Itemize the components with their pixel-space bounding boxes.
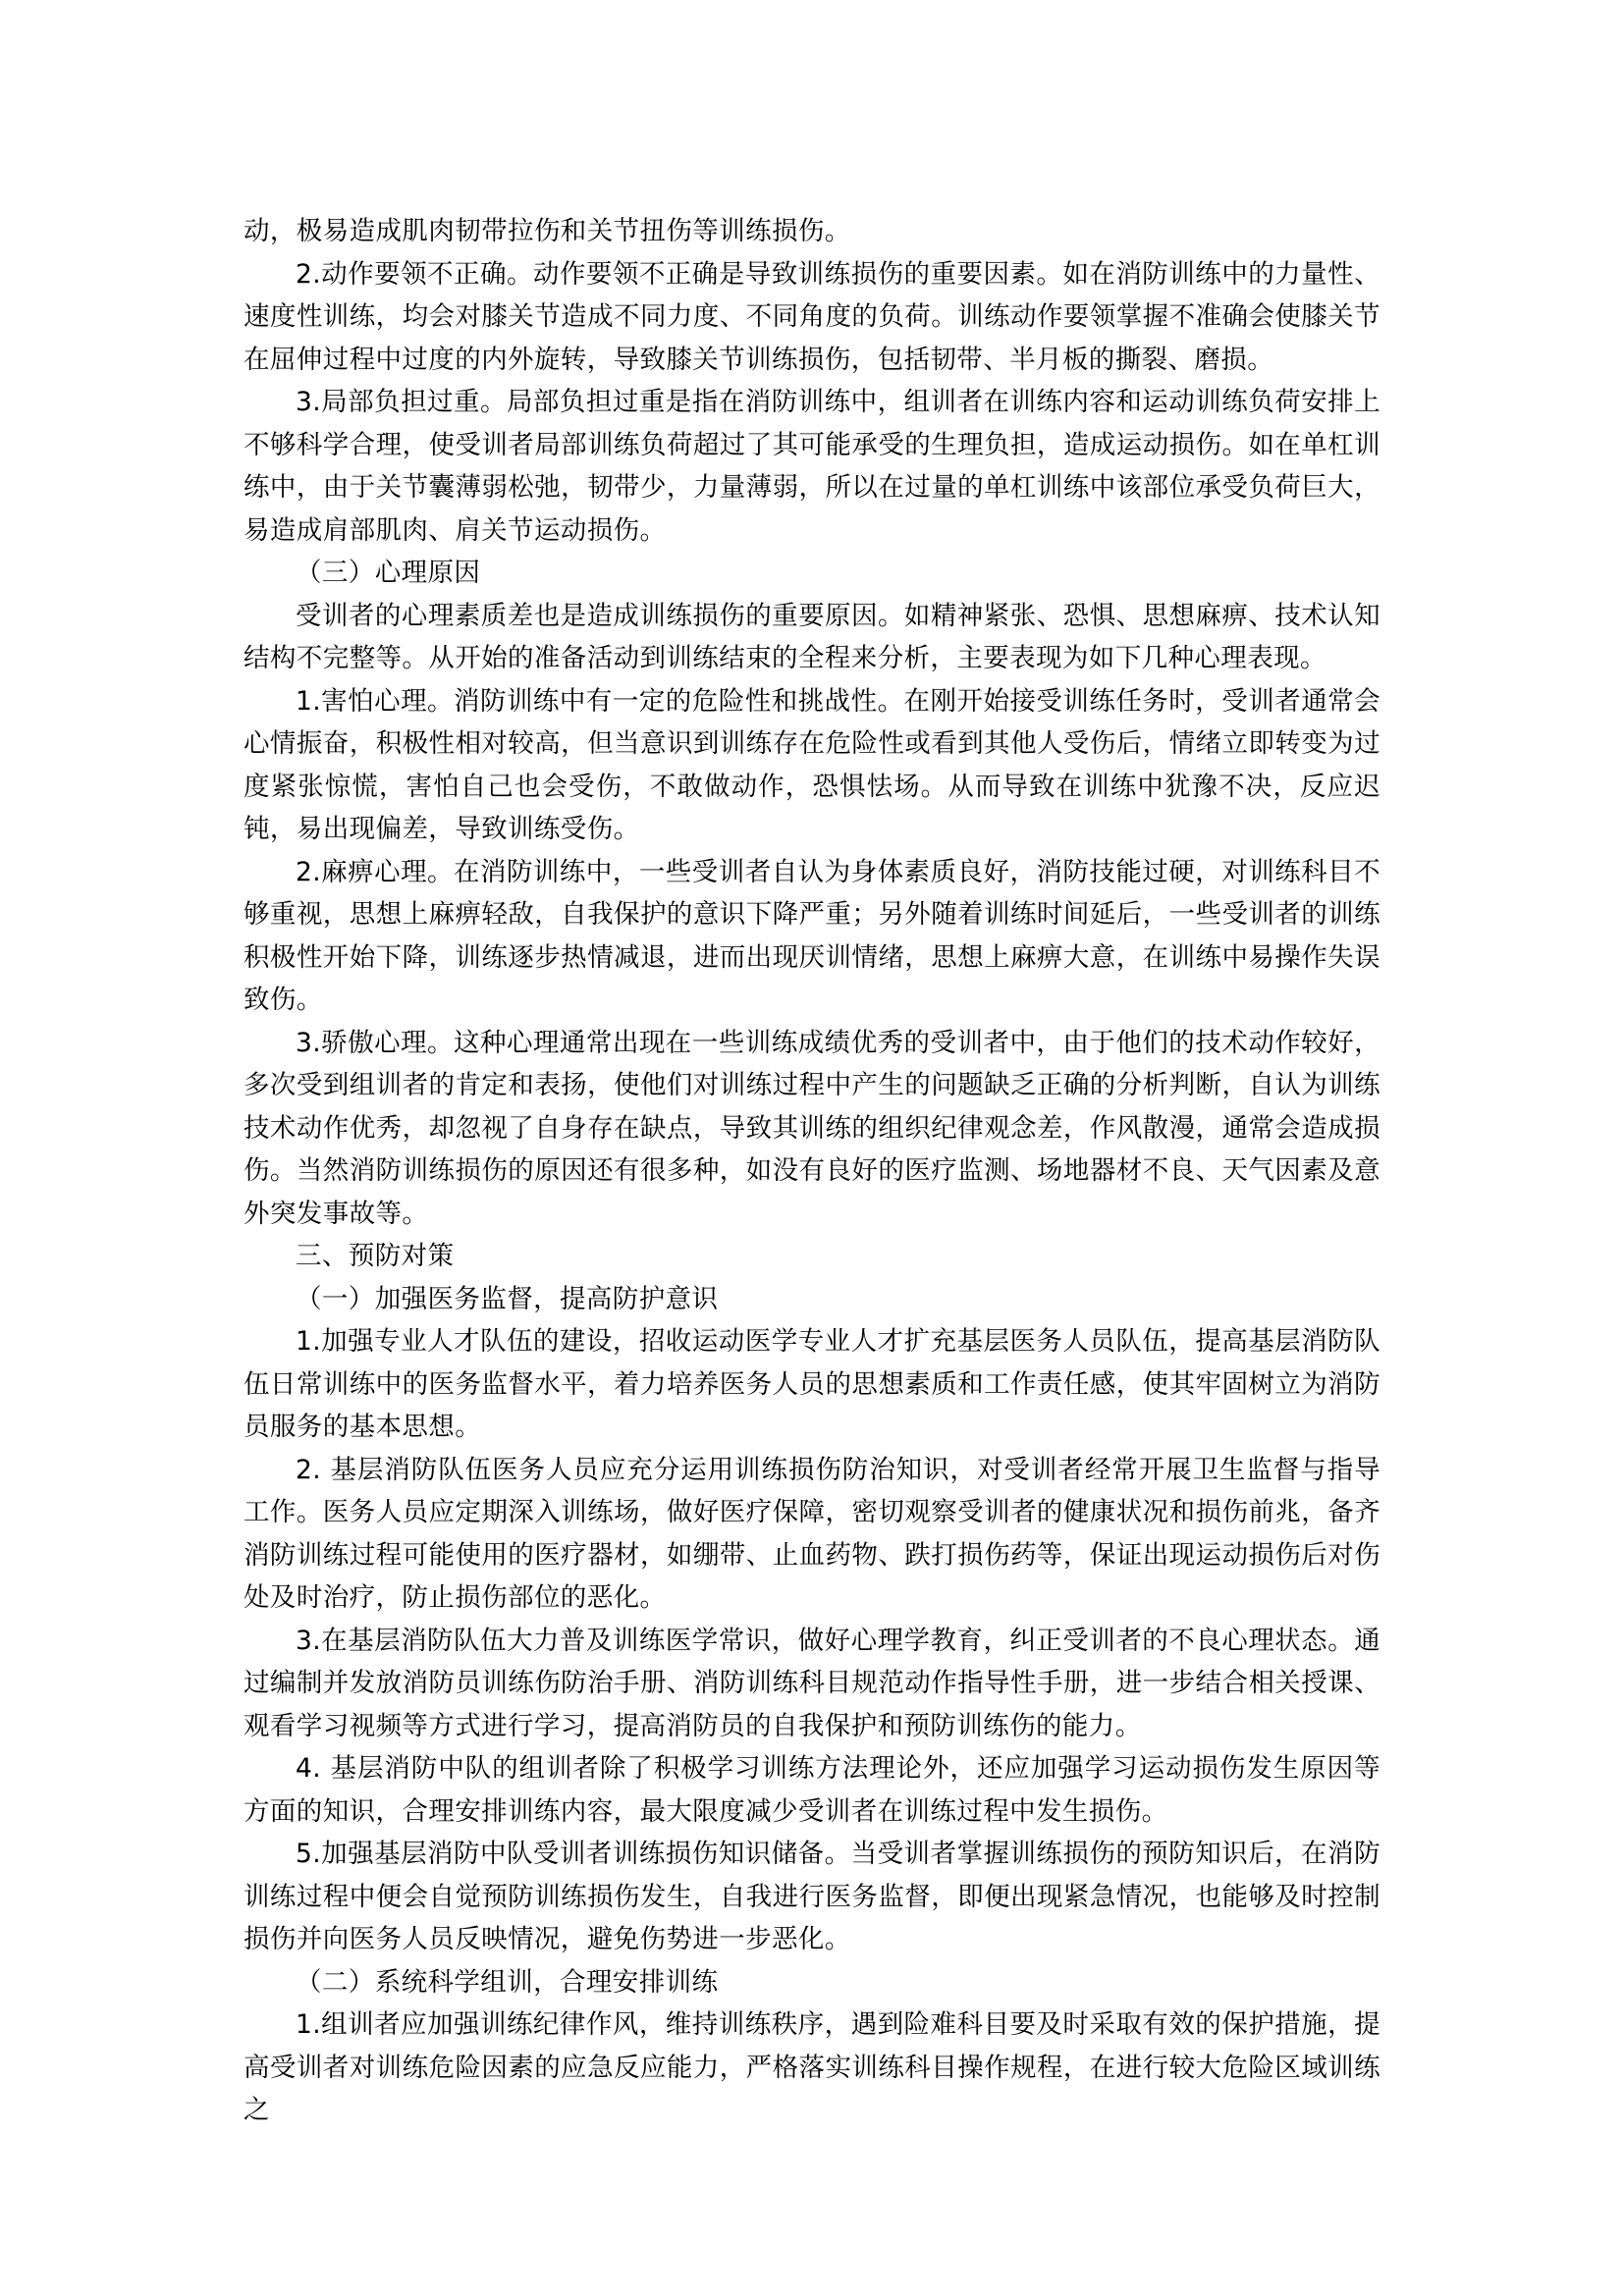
paragraph: 1.加强专业人才队伍的建设，招收运动医学专业人才扩充基层医务人员队伍，提高基层消防队伍日常训练中的医务监督水平，着力培养医务人员的思想素质和工作责任感，使其牢固树立为消防员服务的基本思想。 — [244, 1326, 1380, 1442]
paragraph: 3.骄傲心理。这种心理通常出现在一些训练成绩优秀的受训者中，由于他们的技术动作较好，多次受到组训者的肯定和表扬，使他们对训练过程中产生的问题缺乏正确的分析判断，自认为训练技术动作优秀，却忽视了自身存在缺点，导致其训练的组织纪律观念差，作风散漫，通常会造成损伤。当然消防训练损伤的原因还有很多种，如没有良好的医疗监测、场地器材不良、天气因素及意外突发事故等。 — [244, 1027, 1380, 1229]
section-heading: 三、预防对策 — [296, 1241, 455, 1271]
paragraph: 2.动作要领不正确。动作要领不正确是导致训练损伤的重要因素。如在消防训练中的力量性、速度性训练，均会对膝关节造成不同力度、不同角度的负荷。训练动作要领掌握不准确会使膝关节在屈伸过程中过度的内外旋转，导致膝关节训练损伤，包括韧带、半月板的撕裂、磨损。 — [244, 258, 1380, 375]
section-heading: （二）系统科学组训，合理安排训练 — [296, 1966, 719, 1998]
paragraph: 3.在基层消防队伍大力普及训练医学常识，做好心理学教育，纠正受训者的不良心理状态。通过编制并发放消防员训练伤防治手册、消防训练科目规范动作指导性手册，进一步结合相关授课、观看学习视频等方式进行学习，提高消防员的自我保护和预防训练伤的能力。 — [244, 1625, 1380, 1741]
section-heading: （一）加强医务监督，提高防护意识 — [296, 1283, 719, 1314]
paragraph: 动，极易造成肌肉韧带拉伤和关节扭伤等训练损伤。 — [244, 216, 851, 246]
paragraph: 5.加强基层消防中队受训者训练损伤知识储备。当受训者掌握训练损伤的预防知识后，在消防训练过程中便会自觉预防训练损伤发生，自我进行医务监督，即便出现紧急情况，也能够及时控制损伤并向医务人员反映情况，避免伤势进一步恶化。 — [244, 1839, 1380, 1954]
paragraph: 受训者的心理素质差也是造成训练损伤的重要原因。如精神紧张、恐惧、思想麻痹、技术认知结构不完整等。从开始的准备活动到训练结束的全程来分析，主要表现为如下几种心理表现。 — [244, 600, 1380, 673]
paragraph: 2.麻痹心理。在消防训练中，一些受训者自认为身体素质良好，消防技能过硬，对训练科目不够重视，思想上麻痹轻敌，自我保护的意识下降严重；另外随着训练时间延后，一些受训者的训练积极性开始下降，训练逐步热情减退，进而出现厌训情绪，思想上麻痹大意，在训练中易操作失误致伤。 — [244, 856, 1380, 1015]
document-text-body — [244, 210, 1380, 2132]
paragraph: 4. 基层消防中队的组训者除了积极学习训练方法理论外，还应加强学习运动损伤发生原因等方面的知识，合理安排训练内容，最大限度减少受训者在训练过程中发生损伤。 — [244, 1753, 1380, 1827]
paragraph: 1.组训者应加强训练纪律作风，维持训练秩序，遇到险难科目要及时采取有效的保护措施，提高受训者对训练危险因素的应急反应能力，严格落实训练科目操作规程，在进行较大危险区域训练之 — [244, 2009, 1380, 2125]
paragraph: 2. 基层消防队伍医务人员应充分运用训练损伤防治知识，对受训者经常开展卫生监督与指导工作。医务人员应定期深入训练场，做好医疗保障，密切观察受训者的健康状况和损伤前兆，备齐消防训练过程可能使用的医疗器材，如绷带、止血药物、跌打损伤药等，保证出现运动损伤后对伤处及时治疗，防止损伤部位的恶化。 — [244, 1454, 1380, 1613]
paragraph: 1.害怕心理。消防训练中有一定的危险性和挑战性。在刚开始接受训练任务时，受训者通常会心情振奋，积极性相对较高，但当意识到训练存在危险性或看到其他人受伤后，情绪立即转变为过度紧张惊慌，害怕自己也会受伤，不敢做动作，恐惧怯场。从而导致在训练中犹豫不决，反应迟钝，易出现偏差，导致训练受伤。 — [244, 685, 1380, 844]
section-heading: （三）心理原因 — [296, 558, 481, 588]
paragraph: 3.局部负担过重。局部负担过重是指在消防训练中，组训者在训练内容和运动训练负荷安排上不够科学合理，使受训者局部训练负荷超过了其可能承受的生理负担，造成运动损伤。如在单杠训练中，由于关节囊薄弱松弛，韧带少，力量薄弱，所以在过量的单杠训练中该部位承受负荷巨大，易造成肩部肌肉、肩关节运动损伤。 — [244, 387, 1380, 546]
